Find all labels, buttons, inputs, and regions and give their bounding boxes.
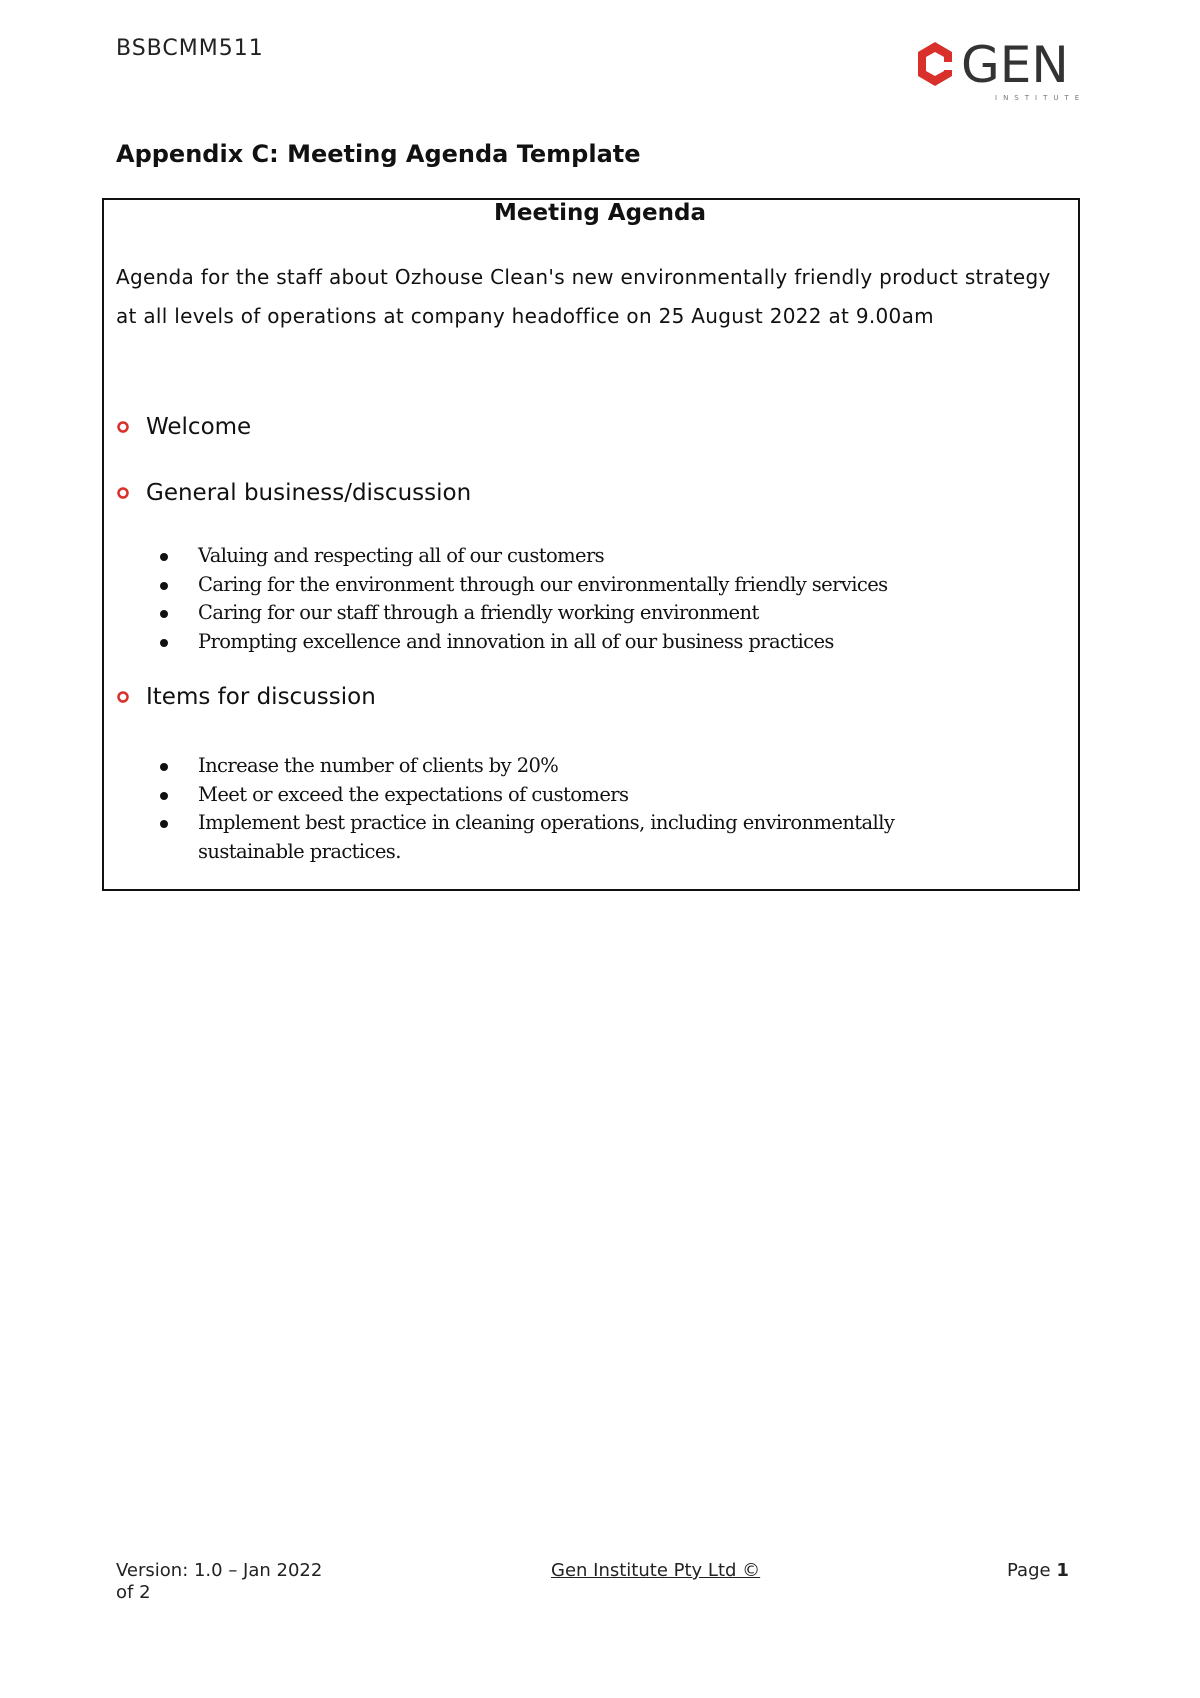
bullet-dot-icon (160, 639, 168, 647)
section-title: General business/discussion (146, 480, 472, 506)
ring-bullet-icon (116, 690, 130, 704)
agenda-intro: Agenda for the staff about Ozhouse Clean's new environmentally friendly product strategy at all levels of operations at company headoffice on 25 August 2022 at 9.00am (116, 265, 1051, 328)
list-item: Valuing and respecting all of our customers (160, 542, 960, 571)
section-welcome (116, 414, 251, 440)
bullet-dot-icon (160, 582, 168, 590)
section-title: Welcome (146, 414, 252, 440)
list-item: Increase the number of clients by 20% (160, 752, 960, 781)
bullet-dot-icon (160, 610, 168, 618)
bullet-dot-icon (160, 763, 168, 771)
appendix-title: Appendix C: Meeting Agenda Template (116, 140, 641, 168)
items-for-discussion-list (160, 752, 960, 866)
section-title: Items for discussion (146, 684, 376, 710)
ring-bullet-icon (116, 486, 130, 500)
logo-wordmark: GEN (961, 38, 1069, 94)
document-code: BSBCMM511 (116, 36, 264, 61)
bullet-dot-icon (160, 820, 168, 828)
general-business-list (160, 542, 960, 656)
list-item: Meet or exceed the expectations of customers (160, 781, 960, 810)
logo-subtext: INSTITUTE (995, 94, 1085, 102)
section-general-business (116, 480, 471, 506)
section-items-for-discussion (116, 684, 376, 710)
footer-page-total: of 2 (116, 1582, 151, 1603)
agenda-heading: Meeting Agenda (493, 200, 707, 226)
bullet-dot-icon (160, 792, 168, 800)
gen-institute-logo (915, 38, 1085, 106)
list-item: Caring for our staff through a friendly working environment (160, 599, 960, 628)
list-item: Caring for the environment through our environmentally friendly services (160, 571, 960, 600)
agenda-intro-block (116, 258, 1056, 336)
footer-version-line: Version: 1.0 – Jan 2022 (116, 1560, 323, 1581)
list-item: Prompting excellence and innovation in all of our business practices (160, 628, 960, 657)
list-item: Implement best practice in cleaning operations, including environmentally sustainable practices. (160, 809, 958, 866)
ring-bullet-icon (116, 420, 130, 434)
bullet-dot-icon (160, 553, 168, 561)
footer-company-link[interactable]: Gen Institute Pty Ltd © (551, 1560, 761, 1581)
footer-version (116, 1560, 322, 1604)
footer-page-number: Page 1 (1007, 1560, 1069, 1581)
